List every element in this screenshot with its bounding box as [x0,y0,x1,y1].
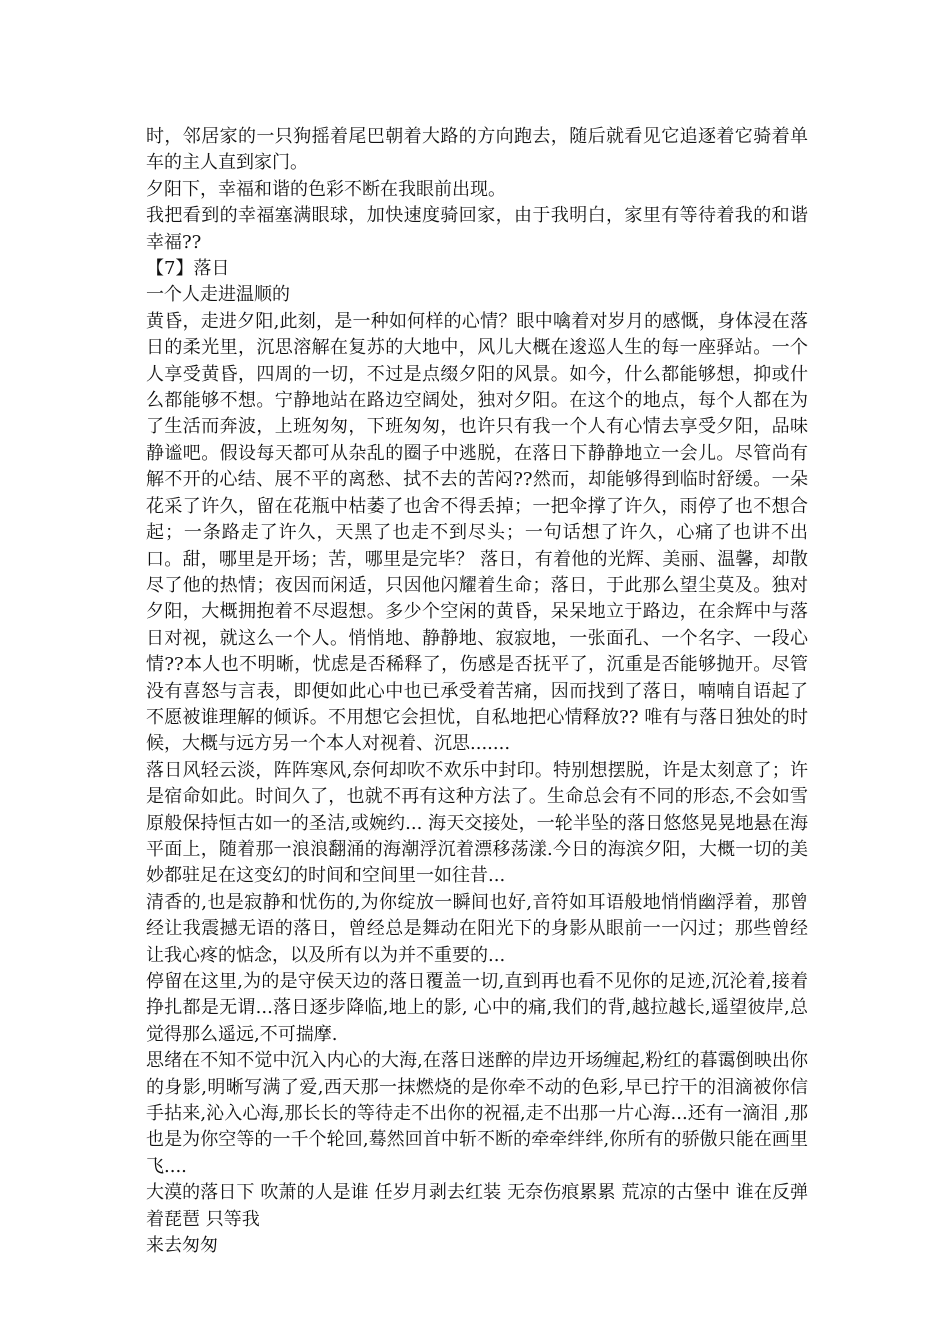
paragraph-3: 我把看到的幸福塞满眼球，加快速度骑回家，由于我明白，家里有等待着我的和谐幸福?? [146,205,808,253]
paragraph-6: 落日风轻云淡，阵阵寒风,奈何却吹不欢乐中封印。特别想摆脱，许是太刻意了；许是宿命如此。时间久了，也就不再有这种方法了。生命总会有不同的形态,不会如雪原般保持恒古如一的圣洁,或婉约... 海天交接处，一轮半坠的落日悠悠晃晃地悬在海平面上，随着那一浪浪翻涌的海潮浮沉着漂移荡漾.今日的海滨夕阳，大概一切的美妙都驻足在这变幻的时间和空间里一如往昔... [146,759,808,887]
paragraph-10: 大漠的落日下 吹萧的人是谁 任岁月剥去红装 无奈伤痕累累 荒凉的古堡中 谁在反弹着琵琶 只等我 [146,1182,808,1230]
paragraph-7: 清香的,也是寂静和忧伤的,为你绽放一瞬间也好,音符如耳语般地悄悄幽浮着，那曾经让我震撼无语的落日，曾经总是舞动在阳光下的身影从眼前一一闪过；那些曾经让我心疼的惦念，以及所有以为并不重要的... [146,891,808,966]
paragraph-1: 时，邻居家的一只狗摇着尾巴朝着大路的方向跑去，随后就看见它追逐着它骑着单车的主人直到家门。 [146,126,808,174]
paragraph-11: 来去匆匆 [146,1235,218,1257]
paragraph-9: 思绪在不知不觉中沉入内心的大海,在落日迷醉的岸边开场缠起,粉红的暮霭倒映出你的身影,明晰写满了爱,西天那一抹燃烧的是你牵不动的色彩,早已拧干的泪滴被你信手拈来,沁入心海,那长长的等待走不出你的祝福,走不出那一片心海...还有一滴泪 ,那也是为你空等的一千个轮回,蓦然回首中斩不断的牵牵绊绊,你所有的骄傲只能在画里飞.... [146,1050,808,1177]
paragraph-8: 停留在这里,为的是守侯天边的落日覆盖一切,直到再也看不见你的足迹,沉沦着,接着挣扎都是无谓...落日逐步降临,地上的影, 心中的痛,我们的背,越拉越长,遥望彼岸,总觉得那么遥远,不可揣摩. [146,971,808,1045]
section-heading: 【7】落日 [146,258,230,280]
paragraph-4: 一个人走进温顺的 [146,284,290,306]
paragraph-2: 夕阳下，幸福和谐的色彩不断在我眼前出现。 [146,178,506,200]
document-body [146,124,808,1259]
paragraph-5: 黄昏，走进夕阳,此刻，是一种如何样的心情？眼中噙着对岁月的感慨，身体浸在落日的柔光里，沉思溶解在复苏的大地中，风儿大概在逡巡人生的每一座驿站。一个人享受黄昏，四周的一切，不过是点缀夕阳的风景。如今，什么都能够想，抑或什么都能够不想。宁静地站在路边空阔处，独对夕阳。在这个的地点，每个人都在为了生活而奔波，上班匆匆，下班匆匆，也许只有我一个人有心情去享受夕阳，品味静谧吧。假设每天都可从杂乱的圈子中逃脱，在落日下静静地立一会儿。尽管尚有解不开的心结、展不平的离愁、拭不去的苦闷??然而，却能够得到临时舒缓。一朵花采了许久，留在花瓶中枯萎了也舍不得丢掉；一把伞撑了许久，雨停了也不想合起；一条路走了许久，天黑了也走不到尽头；一句话想了许久，心痛了也讲不出口。甜，哪里是开场；苦，哪里是完毕？ 落日，有着他的光辉、美丽、温馨，却散尽了他的热情；夜因而闲适，只因他闪耀着生命；落日，于此那么望尘莫及。独对夕阳，大概拥抱着不尽遐想。多少个空闲的黄昏，呆呆地立于路边，在余辉中与落日对视，就这么一个人。悄悄地、静静地、寂寂地，一张面孔、一个名字、一段心情??本人也不明晰，忧虑是否稀释了，伤感是否抚平了，沉重是否能够抛开。尽管没有喜怒与言表，即便如此心中也已承受着苦痛，因而找到了落日，喃喃自语起了不愿被谁理解的倾诉。不用想它会担忧，自私地把心情释放?? 唯有与落日独处的时候，大概与远方另一个本人对视着、沉思....... [146,310,808,755]
